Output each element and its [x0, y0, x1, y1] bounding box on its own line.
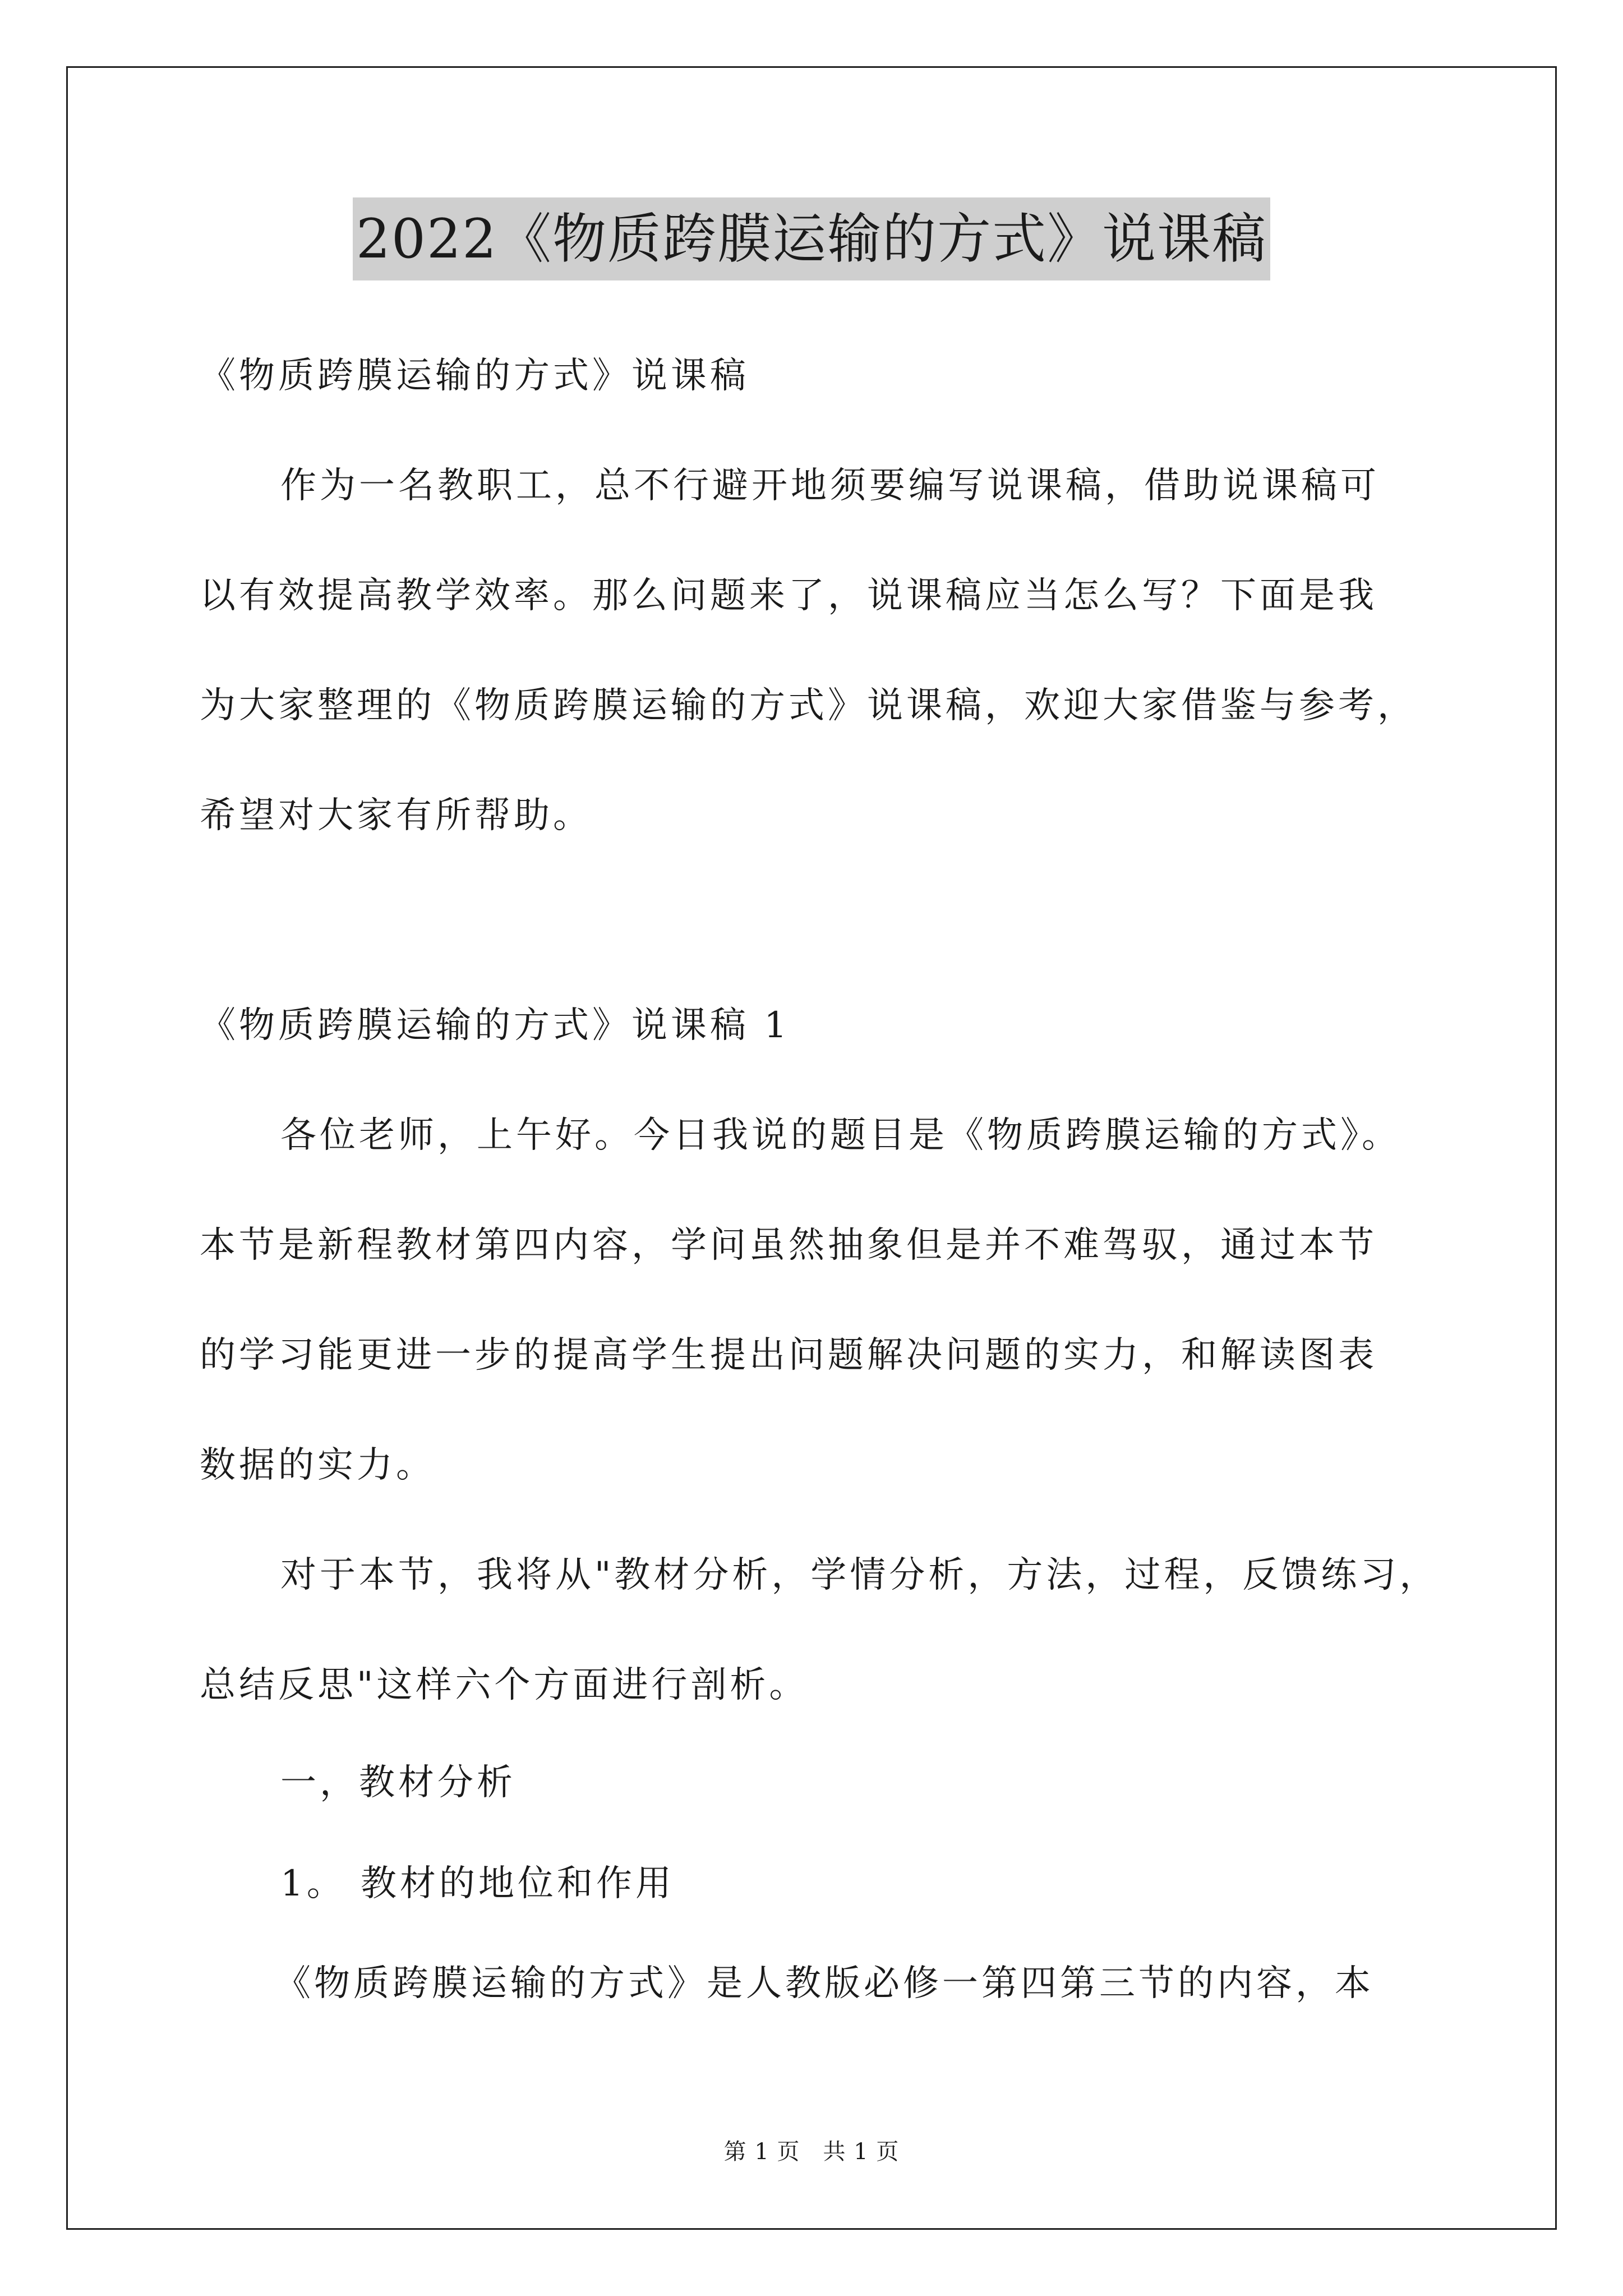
para1-line-2: 本节是新程教材第四内容，学问虽然抽象但是并不难驾驭，通过本节 [200, 1225, 1377, 1266]
heading-textbook-analysis: 一，教材分析 [280, 1762, 516, 1803]
para1-line-3: 的学习能更进一步的提高学生提出问题解决问题的实力，和解读图表 [200, 1335, 1377, 1376]
para2-line-2: 总结反思"这样六个方面进行剖析。 [200, 1664, 809, 1706]
intro-line-2: 以有效提高教学效率。那么问题来了，说课稿应当怎么写？下面是我 [200, 575, 1377, 616]
para1-line-4: 数据的实力。 [200, 1444, 435, 1486]
para3-line-1: 《物质跨膜运输的方式》是人教版必修一第四第三节的内容，本 [275, 1963, 1374, 2004]
page-footer: 第 1 页 共 1 页 [723, 2139, 900, 2165]
intro-line-4: 希望对大家有所帮助。 [200, 795, 592, 836]
intro-line-1: 作为一名教职工，总不行避开地须要编写说课稿，借助说课稿可 [280, 465, 1380, 507]
subtitle: 《物质跨膜运输的方式》说课稿 [200, 355, 749, 397]
para1-line-1: 各位老师，上午好。今日我说的题目是《物质跨膜运输的方式》。 [280, 1115, 1401, 1156]
heading-status-and-role: 1。 教材的地位和作用 [280, 1863, 675, 1904]
document-title: 2022《物质跨膜运输的方式》说课稿 [353, 197, 1270, 280]
para2-line-1: 对于本节，我将从"教材分析，学情分析，方法，过程，反馈练习， [280, 1554, 1439, 1596]
intro-line-3: 为大家整理的《物质跨膜运输的方式》说课稿，欢迎大家借鉴与参考， [200, 685, 1417, 726]
title-container [0, 197, 1623, 280]
section-title: 《物质跨膜运输的方式》说课稿 1 [200, 1005, 791, 1046]
